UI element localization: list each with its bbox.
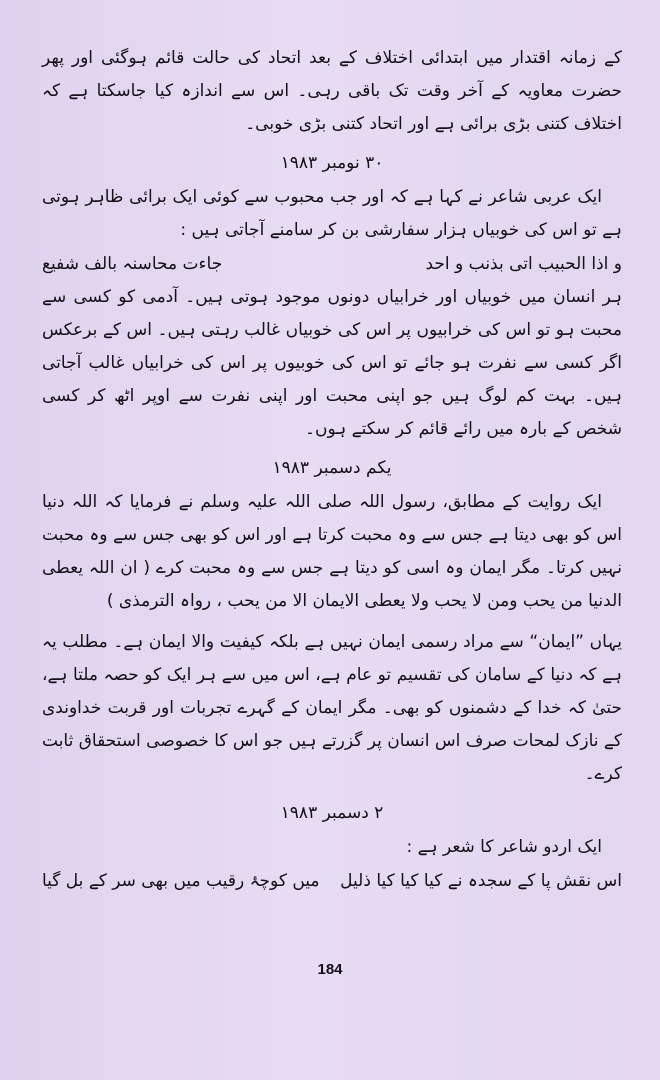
spacer [42,618,622,626]
date-heading-2-december: ۲ دسمبر ۱۹۸۳ [280,803,384,823]
arabic-verse-left: جاءت محاسنہ بالف شفیع [42,254,223,274]
page-number: 184 [317,961,343,978]
paragraph-2: ایک عربی شاعر نے کہا ہے کہ اور جب محبوب سے کوئی ایک برائی ظاہر ہوتی ہے تو اس کی خوبیاں ہزار سفارشی بن کر سامنے آجاتی ہیں : [42,187,622,240]
paragraph-5: یہاں ”ایمان“ سے مراد رسمی ایمان نہیں ہے بلکہ کیفیت والا ایمان ہے۔ مطلب یہ ہے کہ دنیا کے سامان کی تقسیم تو عام ہے، اس میں سے ہر ایک کو حصہ ملتا ہے، حتیٰ کہ خدا کے دشمنوں کو بھی۔ مگر ایمان کے گہرے تجربات اور قربت خداوندی کے نازک لمحات صرف اس انسان پر گزرتے ہیں جو اس کا خصوصی استحقاق ثابت کرے۔ [42,632,622,784]
date-heading-1-december: یکم دسمبر ۱۹۸۳ [272,458,392,478]
urdu-verse-right: اس نقش پا کے سجدہ نے کیا کیا کیا ذلیل [340,871,622,891]
urdu-verse [42,866,622,896]
paragraph-1: کے زمانہ اقتدار میں ابتدائی اختلاف کے بعد اتحاد کی حالت قائم ہوگئی اور پھر حضرت معاویہ کے آخر وقت تک باقی رہی۔ اس سے اندازہ کیا جاسکتا ہے کہ اختلاف کتنی بڑی برائی ہے اور اتحاد کتنی بڑی خوبی۔ [42,48,622,134]
date-heading-30-november: ۳۰ نومبر ۱۹۸۳ [280,153,384,173]
page-text [42,42,622,896]
paragraph-3: ہر انسان میں خوبیاں اور خرابیاں دونوں موجود ہوتی ہیں۔ آدمی کو کسی سے محبت ہو تو اس کی خرابیوں پر اس کی خوبیاں غالب رہتی ہیں۔ اس کے برعکس اگر کسی سے نفرت ہو جائے تو اس کی خوبیوں پر اس کی خرابیاں غالب آجاتی ہیں۔ بہت کم لوگ ہیں جو اپنی محبت اور اپنی نفرت سے اوپر اٹھ کر کسی شخص کے بارہ میں رائے قائم کر سکتے ہوں۔ [42,287,622,439]
paragraph-4: ایک روایت کے مطابق، رسول اللہ صلی اللہ علیہ وسلم نے فرمایا کہ اللہ دنیا اس کو بھی دیتا ہے جس سے وہ محبت کرتا ہے اور اس کو بھی جس سے وہ محبت نہیں کرتا۔ مگر ایمان وہ اسی کو دیتا ہے جس سے وہ محبت کرے ( ان اللہ یعطی الدنیا من یحب ومن لا یحب ولا یعطی الایمان الا من یحب ، رواہ الترمذی ) [42,492,622,611]
arabic-verse-right: و اذا الحبیب اتی بذنب و احد [425,254,622,274]
arabic-verse [42,249,622,279]
urdu-verse-left: میں کوچۂ رقیب میں بھی سر کے بل گیا [42,871,320,891]
paragraph-6: ایک اردو شاعر کا شعر ہے : [406,837,602,857]
